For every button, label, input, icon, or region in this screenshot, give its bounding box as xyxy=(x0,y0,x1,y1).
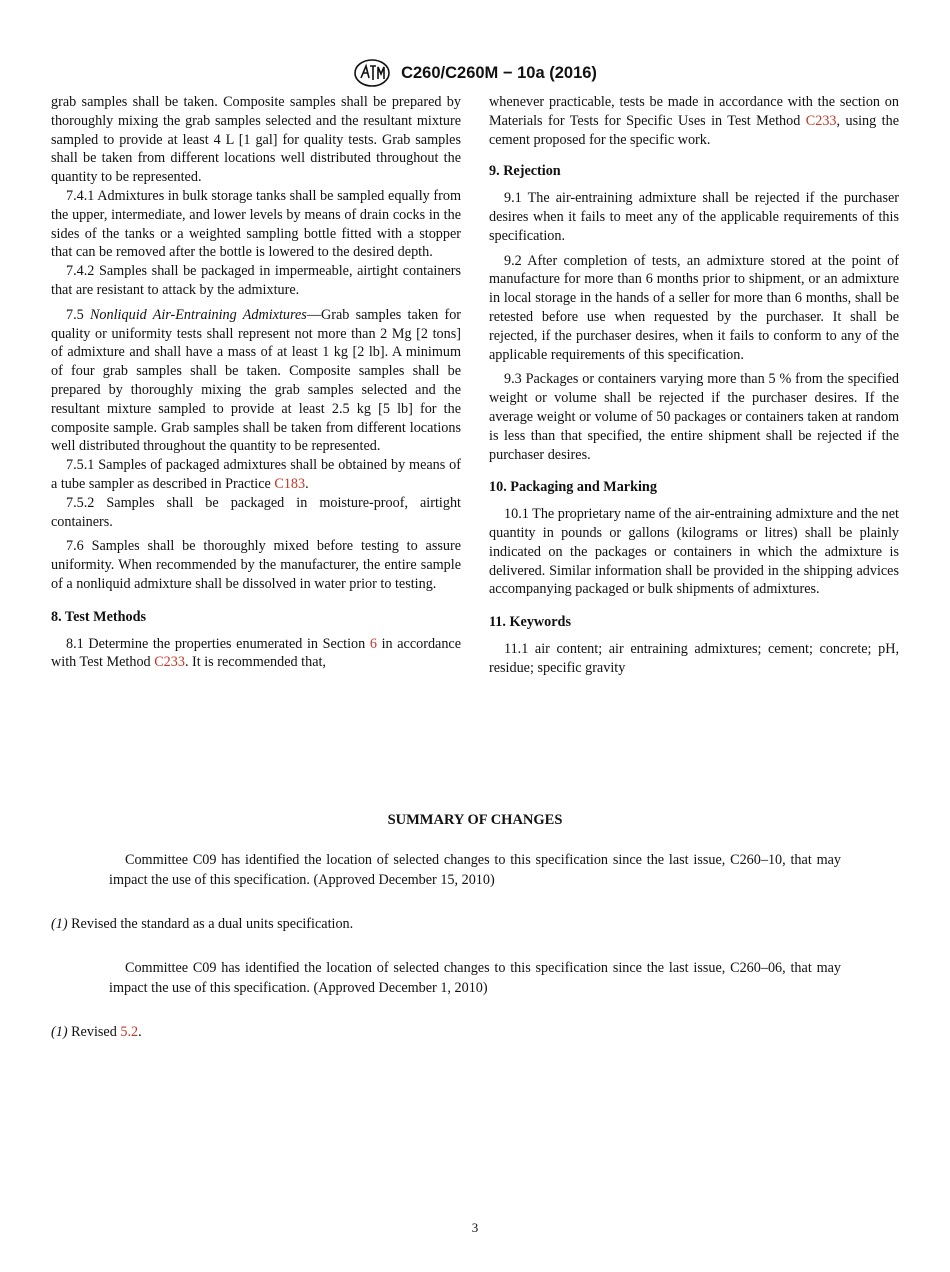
section-7-4-1: 7.4.1 Admixtures in bulk storage tanks shall be sampled equally from the upper, intermediate, and lower levels by means of drain cocks in the sides of the tanks or a weighted sampling bottle fitted with a stopper that can be removed after the bottle is lowered to the desired depth. xyxy=(51,187,461,261)
section-text: whenever practicable, tests be made in accordance with the section on Materials for Tests for Specific Uses in Test Method xyxy=(489,94,899,129)
summary-intro: Committee C09 has identified the location of selected changes to this specification since the last issue, C260–06, that may impact the use of this specification. (Approved December 1, 2010) xyxy=(109,960,841,996)
change-text: Revised xyxy=(71,1024,117,1040)
change-item xyxy=(51,914,899,934)
page-header xyxy=(0,58,950,82)
summary-title: SUMMARY OF CHANGES xyxy=(387,812,563,828)
left-column xyxy=(51,93,461,672)
c233-link[interactable]: C233 xyxy=(154,654,185,671)
section-text: , using the cement proposed for the specific work. xyxy=(489,112,900,148)
section-9-heading: 9. Rejection xyxy=(489,163,561,180)
section-11-1: 11.1 air content; air entraining admixtures; cement; concrete; pH, residue; specific gravity xyxy=(489,640,899,676)
section-7-5-2: 7.5.2 Samples shall be packaged in moisture-proof, airtight containers. xyxy=(51,494,461,530)
section-9-3: 9.3 Packages or containers varying more than 5 % from the specified weight or volume shall be rejected if the purchaser desires. If the average weight or volume of 50 packages or containers taken at random is less than that specified, the entire shipment shall be rejected if the purchaser desires. xyxy=(489,371,899,463)
section-7-6: 7.6 Samples shall be thoroughly mixed before testing to assure uniformity. When recommended by the manufacturer, the entire sample of a nonliquid admixture shall be dissolved in water prior to testing. xyxy=(51,538,461,592)
section-8-heading: 8. Test Methods xyxy=(51,608,146,625)
section-7-4-2: 7.4.2 Samples shall be packaged in impermeable, airtight containers that are resistant to attack by the admixture. xyxy=(51,263,461,298)
section-10-heading: 10. Packaging and Marking xyxy=(489,479,657,496)
c183-link[interactable]: C183 xyxy=(274,475,306,492)
section-6-link[interactable]: 6 xyxy=(369,635,377,652)
change-item xyxy=(51,1022,899,1042)
change-number: (1) xyxy=(51,1024,68,1040)
section-11-heading: 11. Keywords xyxy=(489,614,571,631)
section-7-5-1: 7.5.1 Samples of packaged admixtures shall be obtained by means of a tube sampler as described in Practice C183. xyxy=(51,457,461,492)
section-text: 8.1 Determine the properties enumerated in Section xyxy=(66,635,366,652)
change-text: Revised the standard as a dual units specification. xyxy=(71,916,354,932)
section-7-5 xyxy=(51,306,461,456)
section-9-1: 9.1 The air-entraining admixture shall be rejected if the purchaser desires when it fails to meet any of the applicable requirements of this specification. xyxy=(489,190,899,244)
section-text: in accordance with Test Method xyxy=(51,635,462,671)
section-number: 7.5 xyxy=(66,306,84,323)
page-number: 3 xyxy=(471,1220,479,1235)
summary-intro: Committee C09 has identified the location of selected changes to this specification since the last issue, C260–10, that may impact the use of this specification. (Approved December 15, 2010) xyxy=(109,852,841,888)
designation-title: C260/C260M − 10a (2016) xyxy=(401,63,597,82)
section-text: —Grab samples taken for quality or uniformity tests shall represent not more than 2 Mg [2 tons] of admixture and shall have a mass of at least 1 kg [2 lb]. A minimum of four grab samples shall be taken. Composite samples shall be prepared by thoroughly mixing the grab samples selected and the resultant mixture sampled to provide at least 2.5 kg [5 lb] for the composite sample. Grab samples shall be taken from different locations well distributed throughout the quantity to be represented. xyxy=(51,306,462,455)
change-text: . xyxy=(138,1024,142,1040)
summary-of-changes xyxy=(51,810,899,1042)
paragraph: grab samples shall be taken. Composite samples shall be prepared by thoroughly mixing the grab samples selected and the resultant mixture sampled to provide at least 4 L [1 gal] for quality tests. Grab samples shall be taken from different locations well distributed throughout the quantity to be represented. xyxy=(51,94,461,186)
change-number: (1) xyxy=(51,916,68,932)
astm-logo-icon xyxy=(353,58,391,88)
section-10-1: 10.1 The proprietary name of the air-entraining admixture and the net quantity in pounds or gallons (kilograms or litres) shall be plainly indicated on the packages or containers in which the admixture is delivered. Similar information shall be provided in the shipping advices accompanying packaged or bulk shipments of admixtures. xyxy=(489,506,899,598)
section-text: 7.5.1 Samples of packaged admixtures shall be obtained by means of a tube sampler as described in Practice xyxy=(51,457,461,492)
section-5-2-link[interactable]: 5.2 xyxy=(120,1024,139,1040)
c233-link[interactable]: C233 xyxy=(805,112,837,129)
section-title: Nonliquid Air-Entraining Admixtures xyxy=(89,306,307,323)
right-column xyxy=(489,93,899,678)
section-text: . It is recommended that, xyxy=(184,654,326,671)
section-8-1-continued xyxy=(489,93,899,149)
section-8-1 xyxy=(51,635,461,673)
section-9-2: 9.2 After completion of tests, an admixture stored at the point of manufacture for more than 6 months prior to shipment, or an admixture in local storage in the hands of a seller for more than 6 months, shall be retested before use when requested by the purchaser. It shall be rejected, if the purchaser desires, when it fails to conform to any of the applicable requirements of this specification. xyxy=(489,252,899,363)
